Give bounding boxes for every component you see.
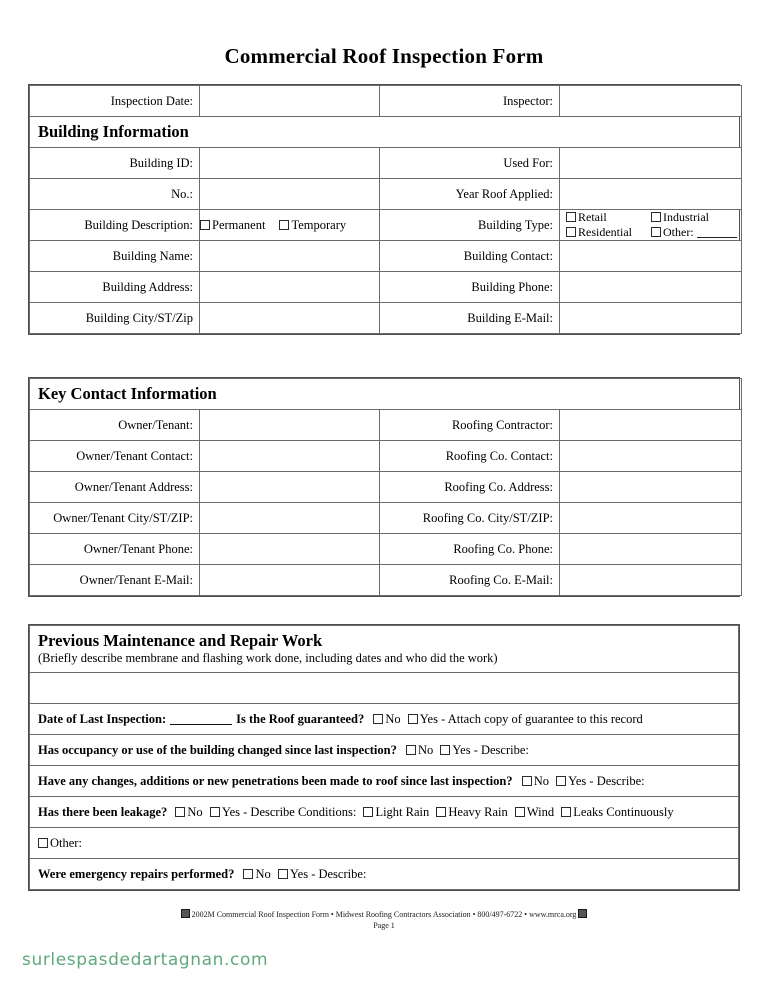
watermark: surlespasdedartagnan.com — [22, 950, 269, 970]
checkbox-heavy-rain[interactable] — [436, 805, 507, 820]
question-cell — [30, 828, 739, 859]
table-row — [30, 241, 742, 272]
checkbox-light-rain[interactable] — [363, 805, 429, 820]
checkbox-label: Yes - Describe: — [289, 866, 367, 881]
year-roof-applied-label: Year Roof Applied: — [380, 179, 560, 210]
checkbox-icon[interactable] — [408, 714, 418, 724]
checkbox-emergency-yes[interactable] — [278, 867, 367, 882]
used-for-input[interactable] — [560, 148, 742, 179]
owner-tenant-address-input[interactable] — [200, 472, 380, 503]
owner-tenant-city-input[interactable] — [200, 503, 380, 534]
previous-maintenance-table — [28, 624, 740, 891]
notes-row — [30, 673, 739, 704]
building-phone-label: Building Phone: — [380, 272, 560, 303]
previous-maintenance-subtitle: (Briefly describe membrane and flashing work done, including dates and who did the work) — [38, 651, 498, 665]
checkbox-icon[interactable] — [651, 212, 661, 222]
roofing-co-phone-label: Roofing Co. Phone: — [380, 534, 560, 565]
checkbox-icon[interactable] — [210, 807, 220, 817]
building-type-other-input[interactable] — [697, 227, 737, 238]
copyright-glyph-icon — [181, 909, 190, 918]
building-phone-input[interactable] — [560, 272, 742, 303]
checkbox-guaranteed-no[interactable] — [373, 712, 400, 727]
checkbox-icon[interactable] — [406, 745, 416, 755]
checkbox-icon[interactable] — [278, 869, 288, 879]
checkbox-changes-yes[interactable] — [556, 774, 645, 789]
checkbox-label: No — [385, 711, 401, 726]
checkbox-icon[interactable] — [436, 807, 446, 817]
owner-tenant-contact-label: Owner/Tenant Contact: — [30, 441, 200, 472]
roofing-co-phone-input[interactable] — [560, 534, 742, 565]
owner-tenant-phone-label: Owner/Tenant Phone: — [30, 534, 200, 565]
checkbox-changes-no[interactable] — [522, 774, 549, 789]
checkbox-emergency-no[interactable] — [243, 867, 270, 882]
question-cell — [30, 704, 739, 735]
roofing-co-address-label: Roofing Co. Address: — [380, 472, 560, 503]
previous-maintenance-heading-cell — [30, 626, 739, 673]
building-name-label: Building Name: — [30, 241, 200, 272]
table-row — [30, 441, 742, 472]
question-row-other — [30, 828, 739, 859]
checkbox-label: No — [417, 742, 434, 757]
checkbox-industrial[interactable] — [651, 210, 709, 225]
year-roof-applied-input[interactable] — [560, 179, 742, 210]
table-row — [30, 179, 742, 210]
question-cell — [30, 797, 739, 828]
changes-penetrations-label: Have any changes, additions or new penetrations been made to roof since last inspection? — [38, 773, 513, 788]
building-id-input[interactable] — [200, 148, 380, 179]
building-address-label: Building Address: — [30, 272, 200, 303]
page-title: Commercial Roof Inspection Form — [224, 44, 544, 68]
section-header-row — [30, 379, 742, 410]
table-row — [30, 503, 742, 534]
building-address-input[interactable] — [200, 272, 380, 303]
checkbox-label: No — [533, 773, 549, 788]
checkbox-label: Industrial — [663, 210, 709, 224]
checkbox-retail[interactable] — [566, 210, 648, 225]
checkbox-label: Yes - Describe: — [568, 773, 645, 788]
table-row — [30, 472, 742, 503]
inspector-label: Inspector: — [380, 86, 560, 117]
checkbox-icon[interactable] — [515, 807, 525, 817]
checkbox-label: Permanent — [212, 218, 266, 232]
question-cell — [30, 859, 739, 890]
checkbox-leaks-continuously[interactable] — [561, 805, 673, 820]
owner-tenant-address-label: Owner/Tenant Address: — [30, 472, 200, 503]
checkbox-label: Other: — [663, 225, 694, 239]
checkbox-icon[interactable] — [363, 807, 373, 817]
checkbox-icon[interactable] — [566, 212, 576, 222]
checkbox-permanent[interactable] — [200, 218, 265, 233]
question-row-leakage — [30, 797, 739, 828]
checkbox-other-leakage[interactable] — [38, 836, 82, 851]
checkbox-icon[interactable] — [440, 745, 450, 755]
checkbox-icon[interactable] — [556, 776, 566, 786]
checkbox-label: Light Rain — [375, 804, 430, 819]
owner-tenant-phone-input[interactable] — [200, 534, 380, 565]
checkbox-guaranteed-yes[interactable] — [408, 712, 643, 727]
owner-tenant-input[interactable] — [200, 410, 380, 441]
roofing-co-email-label: Roofing Co. E-Mail: — [380, 565, 560, 596]
checkbox-icon[interactable] — [243, 869, 253, 879]
checkbox-label: No — [187, 804, 203, 819]
question-cell — [30, 766, 739, 797]
maintenance-notes-input[interactable] — [30, 673, 739, 704]
checkbox-label: Other: — [50, 835, 82, 850]
number-label: No.: — [30, 179, 200, 210]
page-number: Page 1 — [373, 921, 395, 930]
table-row — [30, 565, 742, 596]
checkbox-wind[interactable] — [515, 805, 554, 820]
checkbox-label: Yes - Describe Conditions: — [221, 804, 357, 819]
owner-tenant-label: Owner/Tenant: — [30, 410, 200, 441]
building-city-label: Building City/ST/Zip — [30, 303, 200, 334]
checkbox-label: Residential — [578, 225, 632, 239]
checkbox-label: Yes - Describe: — [452, 742, 529, 757]
checkbox-label: Wind — [526, 804, 555, 819]
checkbox-residential[interactable] — [566, 225, 648, 240]
checkbox-icon[interactable] — [566, 227, 576, 237]
checkbox-leakage-yes[interactable] — [210, 805, 357, 820]
table-row-inspection — [30, 86, 742, 117]
checkbox-occupancy-no[interactable] — [406, 743, 433, 758]
roofing-co-address-input[interactable] — [560, 472, 742, 503]
owner-tenant-email-label: Owner/Tenant E-Mail: — [30, 565, 200, 596]
occupancy-changed-label: Has occupancy or use of the building changed since last inspection? — [38, 742, 397, 757]
checkbox-label: Temporary — [291, 218, 347, 232]
emergency-repairs-label: Were emergency repairs performed? — [38, 866, 235, 881]
building-name-input[interactable] — [200, 241, 380, 272]
owner-tenant-contact-input[interactable] — [200, 441, 380, 472]
roofing-contractor-input[interactable] — [560, 410, 742, 441]
building-city-input[interactable] — [200, 303, 380, 334]
inspection-date-label: Inspection Date: — [30, 86, 200, 117]
table-row — [30, 272, 742, 303]
building-email-input[interactable] — [560, 303, 742, 334]
checkbox-icon[interactable] — [38, 838, 48, 848]
date-of-last-inspection-label: Date of Last Inspection: — [38, 711, 167, 726]
checkbox-leakage-no[interactable] — [175, 805, 202, 820]
section-header-row — [30, 626, 739, 673]
checkbox-temporary[interactable] — [279, 218, 346, 233]
section-header-row — [30, 117, 742, 148]
question-row-emergency-repairs — [30, 859, 739, 890]
owner-tenant-city-label: Owner/Tenant City/ST/ZIP: — [30, 503, 200, 534]
checkbox-icon[interactable] — [373, 714, 383, 724]
previous-maintenance-heading: Previous Maintenance and Repair Work — [38, 631, 323, 650]
checkbox-label: Retail — [578, 210, 607, 224]
roofing-co-city-input[interactable] — [560, 503, 742, 534]
building-information-table — [28, 84, 740, 335]
building-information-heading: Building Information — [30, 117, 742, 148]
checkbox-icon[interactable] — [522, 776, 532, 786]
roof-guaranteed-label: Is the Roof guaranteed? — [236, 711, 365, 726]
inspection-date-input[interactable] — [200, 86, 380, 117]
footer — [0, 909, 768, 931]
roofing-co-city-label: Roofing Co. City/ST/ZIP: — [380, 503, 560, 534]
roofing-co-contact-label: Roofing Co. Contact: — [380, 441, 560, 472]
building-email-label: Building E-Mail: — [380, 303, 560, 334]
key-contact-information-table — [28, 377, 740, 597]
checkbox-icon[interactable] — [175, 807, 185, 817]
leakage-label: Has there been leakage? — [38, 804, 168, 819]
question-row-last-inspection — [30, 704, 739, 735]
trademark-glyph-icon — [578, 909, 587, 918]
footer-text: 2002M Commercial Roof Inspection Form • Midwest Roofing Contractors Association • 800/497-6722 • www.mrca.org — [191, 910, 577, 919]
building-description-options — [200, 210, 380, 241]
building-id-label: Building ID: — [30, 148, 200, 179]
checkbox-icon[interactable] — [651, 227, 661, 237]
building-type-label: Building Type: — [380, 210, 560, 241]
roofing-co-contact-input[interactable] — [560, 441, 742, 472]
checkbox-icon[interactable] — [200, 220, 210, 230]
question-cell — [30, 735, 739, 766]
building-contact-label: Building Contact: — [380, 241, 560, 272]
checkbox-icon[interactable] — [561, 807, 571, 817]
checkbox-label: No — [255, 866, 271, 881]
building-description-label: Building Description: — [30, 210, 200, 241]
checkbox-other[interactable] — [651, 225, 737, 240]
checkbox-label: Leaks Continuously — [573, 804, 674, 819]
checkbox-label: Yes - Attach copy of guarantee to this record — [419, 711, 643, 726]
used-for-label: Used For: — [380, 148, 560, 179]
table-row — [30, 148, 742, 179]
owner-tenant-email-input[interactable] — [200, 565, 380, 596]
table-row — [30, 410, 742, 441]
building-contact-input[interactable] — [560, 241, 742, 272]
checkbox-occupancy-yes[interactable] — [440, 743, 529, 758]
table-row-building-description — [30, 210, 742, 241]
question-row-changes-penetrations — [30, 766, 739, 797]
roofing-contractor-label: Roofing Contractor: — [380, 410, 560, 441]
key-contact-information-heading: Key Contact Information — [30, 379, 742, 410]
checkbox-label: Heavy Rain — [448, 804, 508, 819]
inspector-input[interactable] — [560, 86, 742, 117]
date-of-last-inspection-input[interactable] — [170, 713, 232, 725]
roofing-co-email-input[interactable] — [560, 565, 742, 596]
table-row — [30, 303, 742, 334]
building-type-options — [560, 210, 742, 241]
number-input[interactable] — [200, 179, 380, 210]
checkbox-icon[interactable] — [279, 220, 289, 230]
question-row-occupancy-changed — [30, 735, 739, 766]
table-row — [30, 534, 742, 565]
